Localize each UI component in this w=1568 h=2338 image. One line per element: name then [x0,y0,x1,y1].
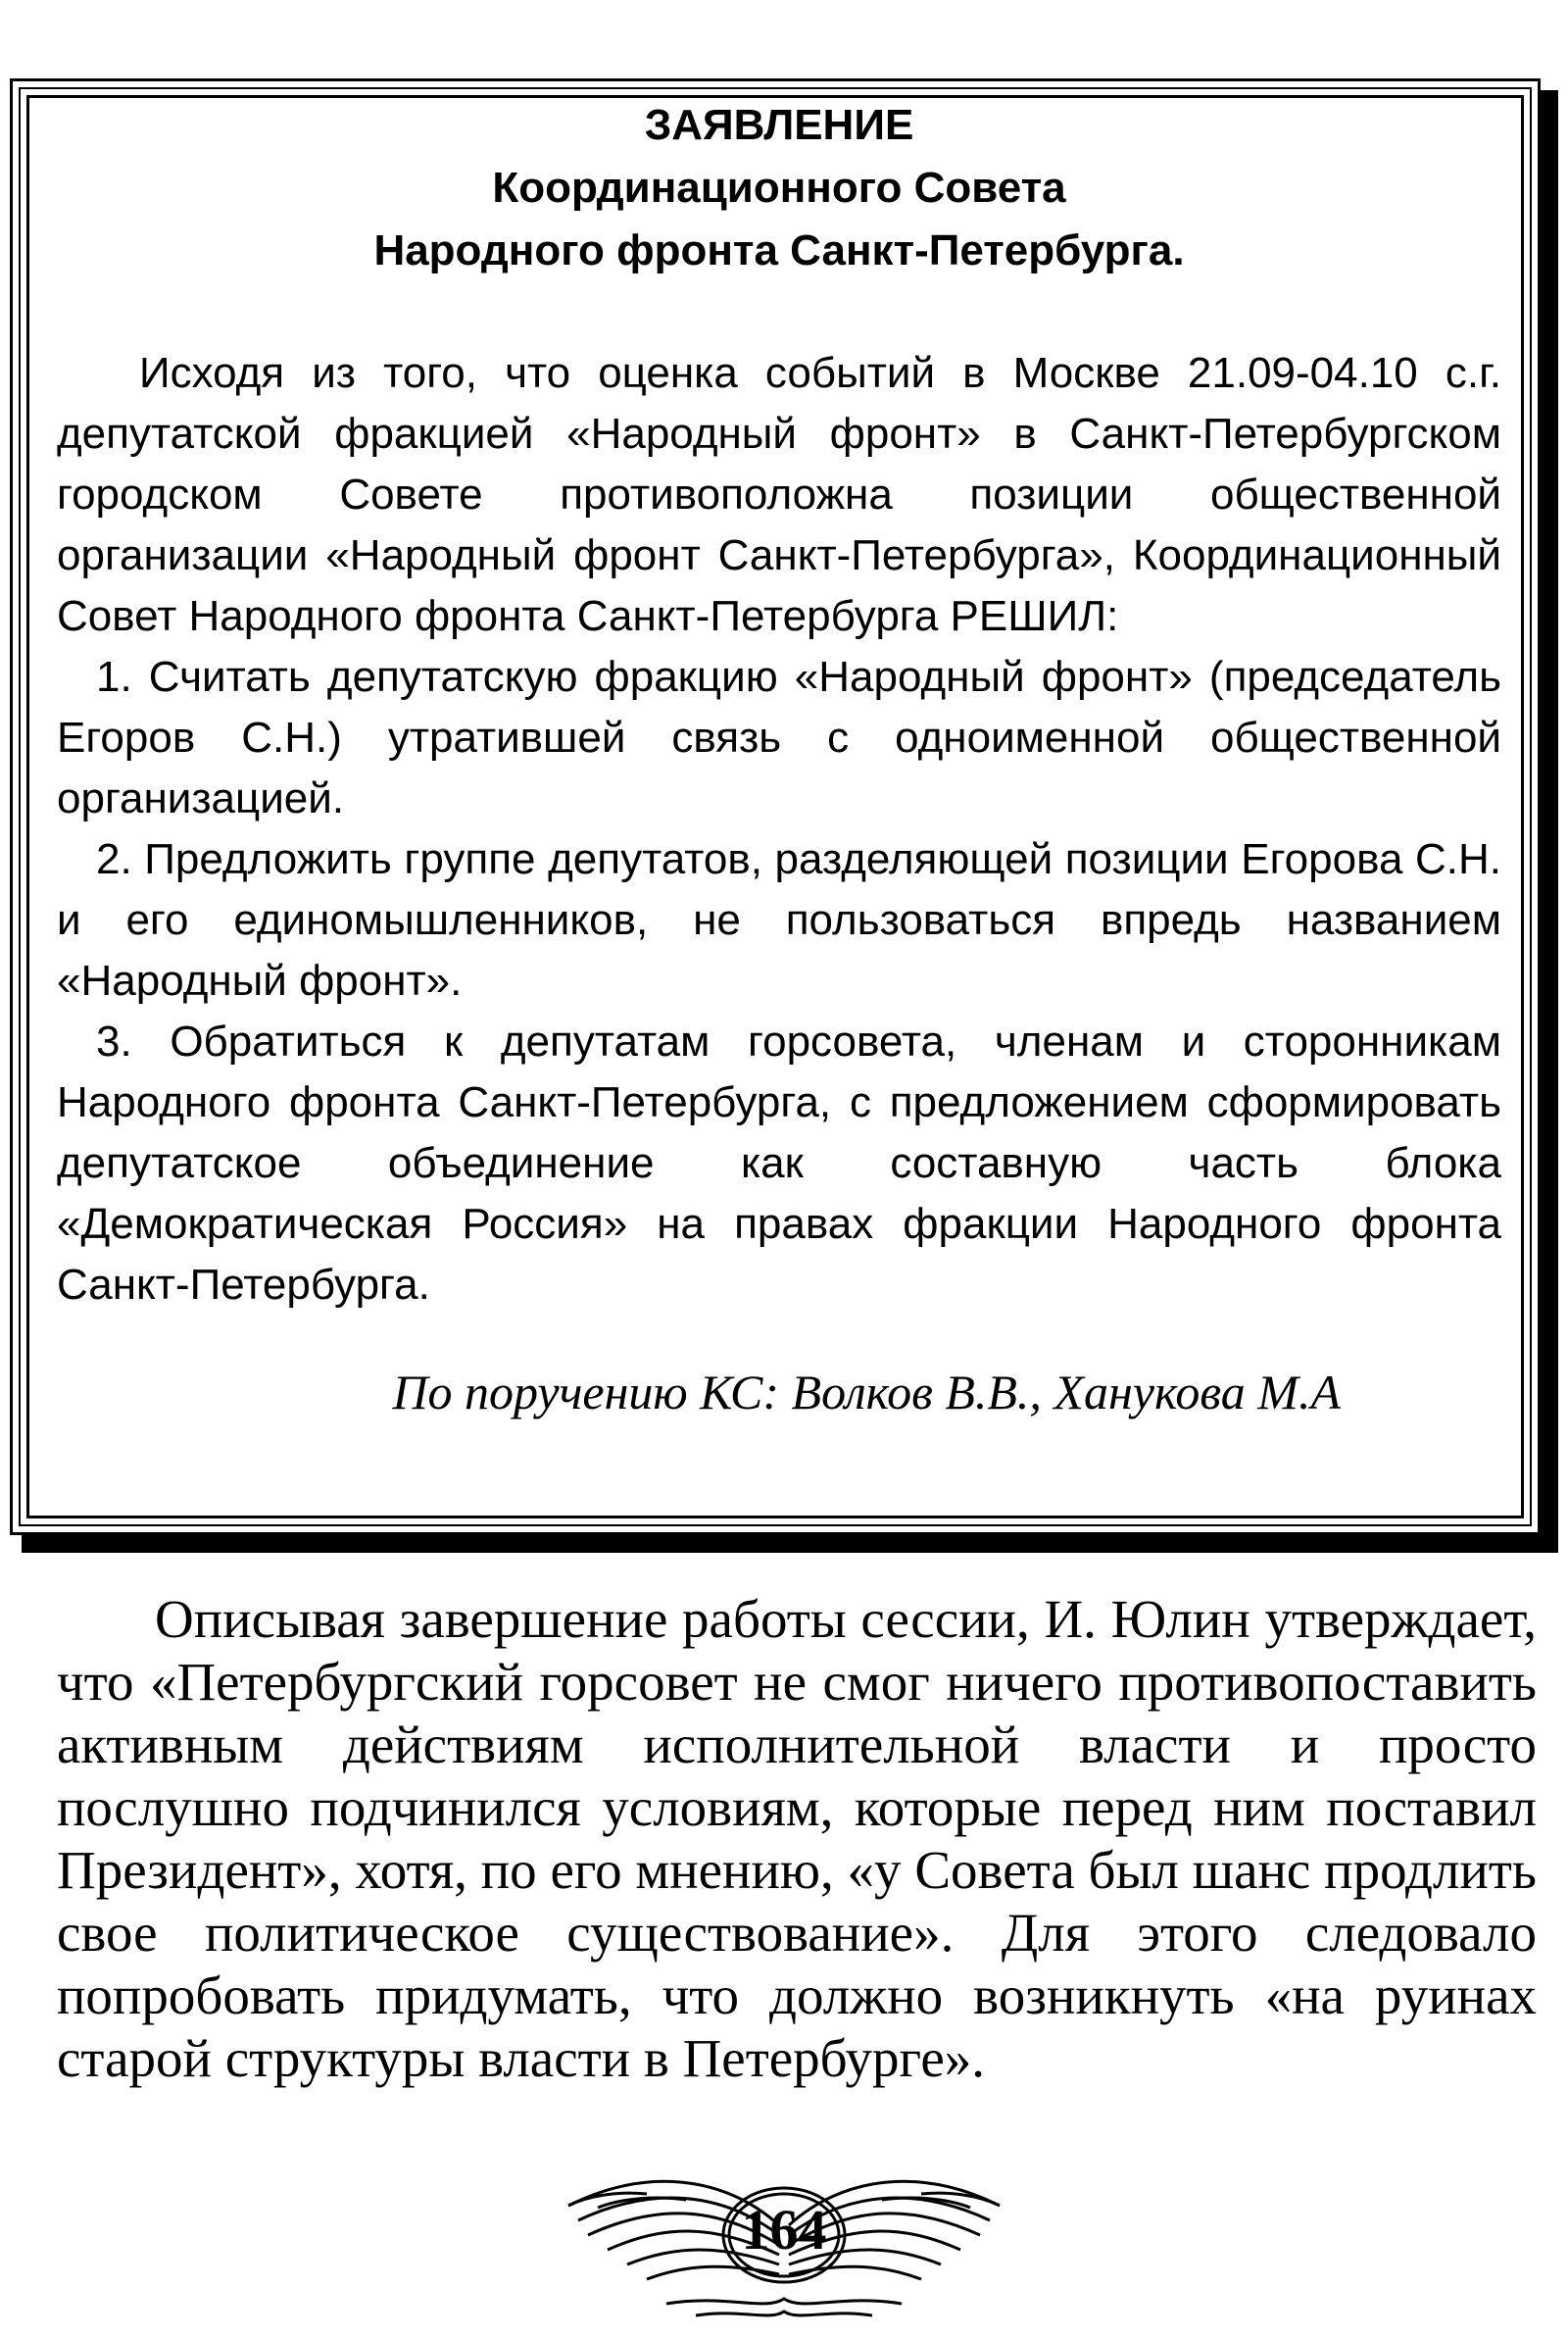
statement-signature: По поручению КС: Волков В.В., Ханукова М.А [392,1365,1341,1419]
statement-preamble: Исходя из того, что оценка событий в Москве 21.09-04.10 с.г. депутатской фракцией «Народный фронт» в Санкт-Петербургском городском Совете противоположна позиции общественной организации «Народный фронт Санкт-Петербурга», Координационный Совет Народного фронта Санкт-Петербурга РЕШИЛ: [57,349,1501,640]
statement-item-1: 1. Считать депутатскую фракцию «Народный фронт» (председатель Егоров С.Н.) утратившей связь с одноименной общественной организацией. [57,653,1501,822]
body-text [57,1588,1537,2090]
statement-subtitle-line-2: Народного фронта Санкт-Петербурга. [373,226,1185,274]
statement-item-2: 2. Предложить группе депутатов, разделяющей позиции Егорова С.Н. и его единомышленников, не пользоваться впредь названием «Народный фронт». [57,835,1501,1005]
page-number: 164 [741,2198,827,2262]
statement-item-3: 3. Обратиться к депутатам горсовета, членам и сторонникам Народного фронта Санкт-Петербурга, с предложением сформировать депутатское объединение как составную часть блока «Демократическая Россия» на правах фракции Народного фронта Санкт-Петербурга. [57,1018,1501,1309]
heading-spacer [57,282,1501,343]
body-paragraph: Описывая завершение работы сессии, И. Юлин утверждает, что «Петербургский горсовет не смог ничего противопоставить активным действиям исполнительной власти и просто послушно подчинился условиям, которые перед ним поставил Президент», хотя, по его мнению, «у Совета был шанс продлить свое политическое существование». Для этого следовало попробовать придумать, что должно возникнуть «на руинах старой структуры власти в Петербурге». [57,1589,1537,2088]
page-folio [529,2137,1039,2333]
statement-body [57,94,1501,1316]
statement-title: ЗАЯВЛЕНИЕ [644,101,914,149]
statement-subtitle-line-1: Координационного Совета [492,164,1066,212]
